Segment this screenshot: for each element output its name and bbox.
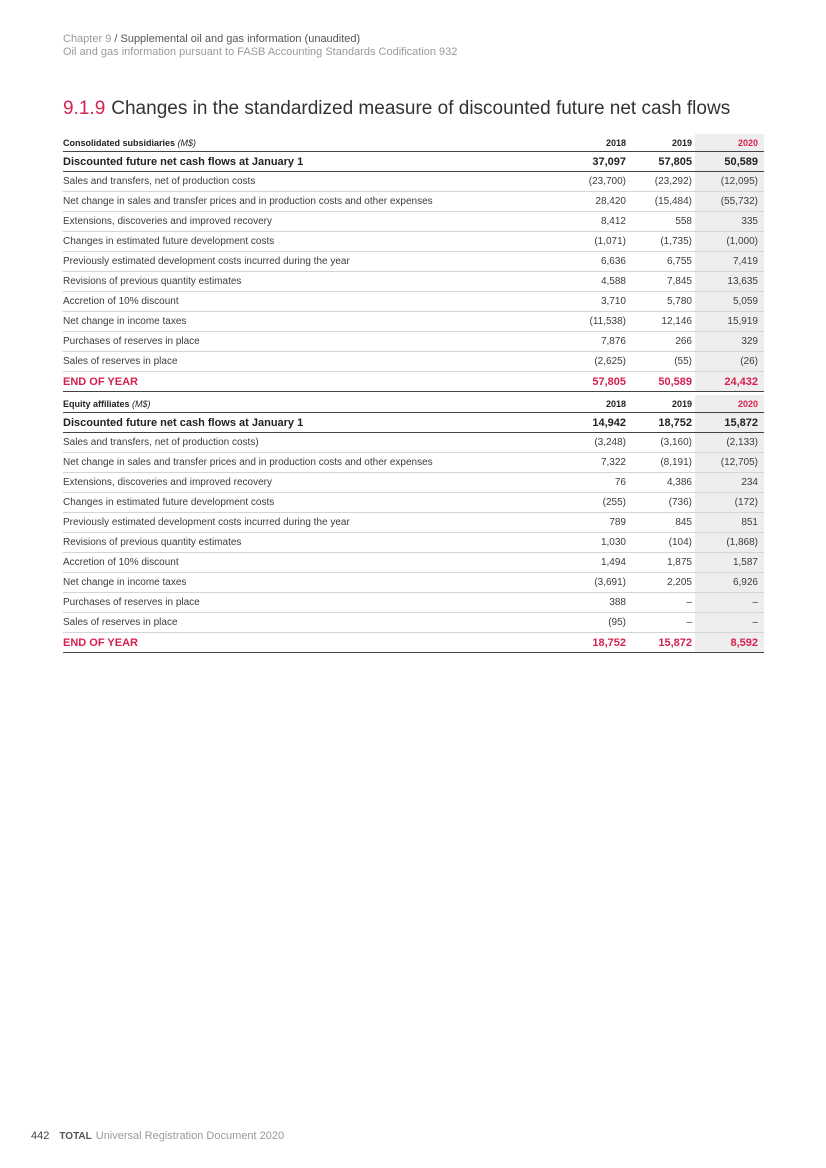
section-title-text: Changes in the standardized measure of discounted future net cash flows <box>111 98 731 119</box>
row-value: 329 <box>695 332 764 352</box>
row-value: 4,588 <box>563 272 629 292</box>
row-value: 6,926 <box>695 573 764 593</box>
row-label: Sales and transfers, net of production costs) <box>63 433 563 453</box>
table-unit: (M$) <box>132 398 151 409</box>
chapter-title: Supplemental oil and gas information (unaudited) <box>120 33 361 45</box>
row-value: 234 <box>695 473 764 493</box>
year-header: 2020 <box>695 395 764 413</box>
table-label: Equity affiliates <box>63 398 130 409</box>
row-label: Changes in estimated future development costs <box>63 232 563 252</box>
table-row <box>63 533 764 553</box>
row-label: Net change in sales and transfer prices and in production costs and other expenses <box>63 192 563 212</box>
row-value: (3,691) <box>563 573 629 593</box>
row-value: (1,735) <box>629 232 695 252</box>
table-row <box>63 172 764 192</box>
row-value: 57,805 <box>629 152 695 172</box>
table-label-cell <box>63 395 563 413</box>
table-row <box>63 332 764 352</box>
page-header <box>63 33 457 59</box>
row-value: 50,589 <box>695 152 764 172</box>
table-row <box>63 573 764 593</box>
row-value: 14,942 <box>563 413 629 433</box>
row-value: (23,292) <box>629 172 695 192</box>
row-value: 1,875 <box>629 553 695 573</box>
row-value: (255) <box>563 493 629 513</box>
row-label: Sales and transfers, net of production costs <box>63 172 563 192</box>
row-value: 1,030 <box>563 533 629 553</box>
row-value: (8,191) <box>629 453 695 473</box>
row-value: 8,412 <box>563 212 629 232</box>
row-value: 266 <box>629 332 695 352</box>
row-value: (23,700) <box>563 172 629 192</box>
row-value: (2,133) <box>695 433 764 453</box>
row-value: (736) <box>629 493 695 513</box>
row-value: 388 <box>563 593 629 613</box>
table-row <box>63 433 764 453</box>
row-value: (55,732) <box>695 192 764 212</box>
row-label: Purchases of reserves in place <box>63 593 563 613</box>
row-label: Sales of reserves in place <box>63 352 563 372</box>
brand-name: TOTAL <box>59 1131 92 1142</box>
row-value: (11,538) <box>563 312 629 332</box>
row-value: (104) <box>629 533 695 553</box>
row-value: (55) <box>629 352 695 372</box>
row-label: Previously estimated development costs incurred during the year <box>63 252 563 272</box>
row-value: 76 <box>563 473 629 493</box>
row-value: 558 <box>629 212 695 232</box>
row-value: (1,071) <box>563 232 629 252</box>
row-value: 24,432 <box>695 372 764 392</box>
row-value: 845 <box>629 513 695 533</box>
row-value: 789 <box>563 513 629 533</box>
row-label: Discounted future net cash flows at January 1 <box>63 152 563 172</box>
end-of-year-row <box>63 633 764 653</box>
row-value: 1,587 <box>695 553 764 573</box>
row-label: Net change in income taxes <box>63 573 563 593</box>
row-value: 12,146 <box>629 312 695 332</box>
row-label: Previously estimated development costs incurred during the year <box>63 513 563 533</box>
year-header: 2019 <box>629 134 695 152</box>
row-value: (12,705) <box>695 453 764 473</box>
row-value: 7,876 <box>563 332 629 352</box>
row-label: Changes in estimated future development costs <box>63 493 563 513</box>
table-row <box>63 593 764 613</box>
row-label: Extensions, discoveries and improved recovery <box>63 473 563 493</box>
chapter-number: Chapter 9 <box>63 33 112 45</box>
row-label: Revisions of previous quantity estimates <box>63 533 563 553</box>
row-value: 3,710 <box>563 292 629 312</box>
row-value: 7,845 <box>629 272 695 292</box>
year-header: 2018 <box>563 395 629 413</box>
row-label: Revisions of previous quantity estimates <box>63 272 563 292</box>
row-value: 15,872 <box>695 413 764 433</box>
table-header-row <box>63 395 764 413</box>
table-row <box>63 513 764 533</box>
chapter-separator: / <box>111 33 121 45</box>
row-label: Discounted future net cash flows at January 1 <box>63 413 563 433</box>
table-row <box>63 493 764 513</box>
row-value: (15,484) <box>629 192 695 212</box>
row-label: Accretion of 10% discount <box>63 292 563 312</box>
row-value: 18,752 <box>563 633 629 653</box>
table-row <box>63 272 764 292</box>
row-value: 57,805 <box>563 372 629 392</box>
table-unit: (M$) <box>177 137 197 148</box>
table-label: Consolidated subsidiaries <box>63 137 176 148</box>
row-value: (172) <box>695 493 764 513</box>
table-row <box>63 232 764 252</box>
table-row <box>63 352 764 372</box>
row-value: 28,420 <box>563 192 629 212</box>
row-value: 4,386 <box>629 473 695 493</box>
table-row <box>63 252 764 272</box>
document-name: Universal Registration Document 2020 <box>95 1130 285 1142</box>
row-value: – <box>629 613 695 633</box>
row-value: 5,780 <box>629 292 695 312</box>
opening-balance-row <box>63 152 764 172</box>
row-label: Sales of reserves in place <box>63 613 563 633</box>
row-value: 2,205 <box>629 573 695 593</box>
end-of-year-row <box>63 372 764 392</box>
row-value: (26) <box>695 352 764 372</box>
table-label-cell <box>63 134 563 152</box>
table-row <box>63 212 764 232</box>
row-value: 6,755 <box>629 252 695 272</box>
row-label: Purchases of reserves in place <box>63 332 563 352</box>
row-value: 7,419 <box>695 252 764 272</box>
row-value: 15,919 <box>695 312 764 332</box>
table-row <box>63 553 764 573</box>
row-value: – <box>629 593 695 613</box>
table-row <box>63 192 764 212</box>
row-label: Accretion of 10% discount <box>63 553 563 573</box>
row-value: 8,592 <box>695 633 764 653</box>
row-value: (1,000) <box>695 232 764 252</box>
year-header: 2020 <box>695 134 764 152</box>
consolidated-subsidiaries-table <box>63 134 764 392</box>
year-header: 2018 <box>563 134 629 152</box>
table-row <box>63 312 764 332</box>
row-value: 15,872 <box>629 633 695 653</box>
row-value: (3,160) <box>629 433 695 453</box>
row-value: 13,635 <box>695 272 764 292</box>
table-row <box>63 613 764 633</box>
row-value: (3,248) <box>563 433 629 453</box>
row-value: 50,589 <box>629 372 695 392</box>
section-number: 9.1.9 <box>63 98 106 119</box>
row-label: Extensions, discoveries and improved recovery <box>63 212 563 232</box>
table-header-row <box>63 134 764 152</box>
row-value: 7,322 <box>563 453 629 473</box>
table-row <box>63 473 764 493</box>
page-number: 442 <box>31 1130 50 1142</box>
table-row <box>63 292 764 312</box>
row-value: (2,625) <box>563 352 629 372</box>
year-header: 2019 <box>629 395 695 413</box>
row-value: 1,494 <box>563 553 629 573</box>
chapter-line <box>63 33 457 46</box>
row-value: – <box>695 593 764 613</box>
row-value: 851 <box>695 513 764 533</box>
row-value: 37,097 <box>563 152 629 172</box>
row-value: 5,059 <box>695 292 764 312</box>
section-title <box>63 98 730 120</box>
row-label: END OF YEAR <box>63 633 563 653</box>
row-label: END OF YEAR <box>63 372 563 392</box>
row-value: 6,636 <box>563 252 629 272</box>
opening-balance-row <box>63 413 764 433</box>
equity-affiliates-table <box>63 395 764 653</box>
row-value: (1,868) <box>695 533 764 553</box>
row-label: Net change in sales and transfer prices and in production costs and other expenses <box>63 453 563 473</box>
table-row <box>63 453 764 473</box>
row-value: (12,095) <box>695 172 764 192</box>
row-value: (95) <box>563 613 629 633</box>
row-value: 18,752 <box>629 413 695 433</box>
row-value: 335 <box>695 212 764 232</box>
row-label: Net change in income taxes <box>63 312 563 332</box>
page-footer <box>31 1130 284 1142</box>
row-value: – <box>695 613 764 633</box>
header-subtitle: Oil and gas information pursuant to FASB Accounting Standards Codification 932 <box>63 46 458 58</box>
